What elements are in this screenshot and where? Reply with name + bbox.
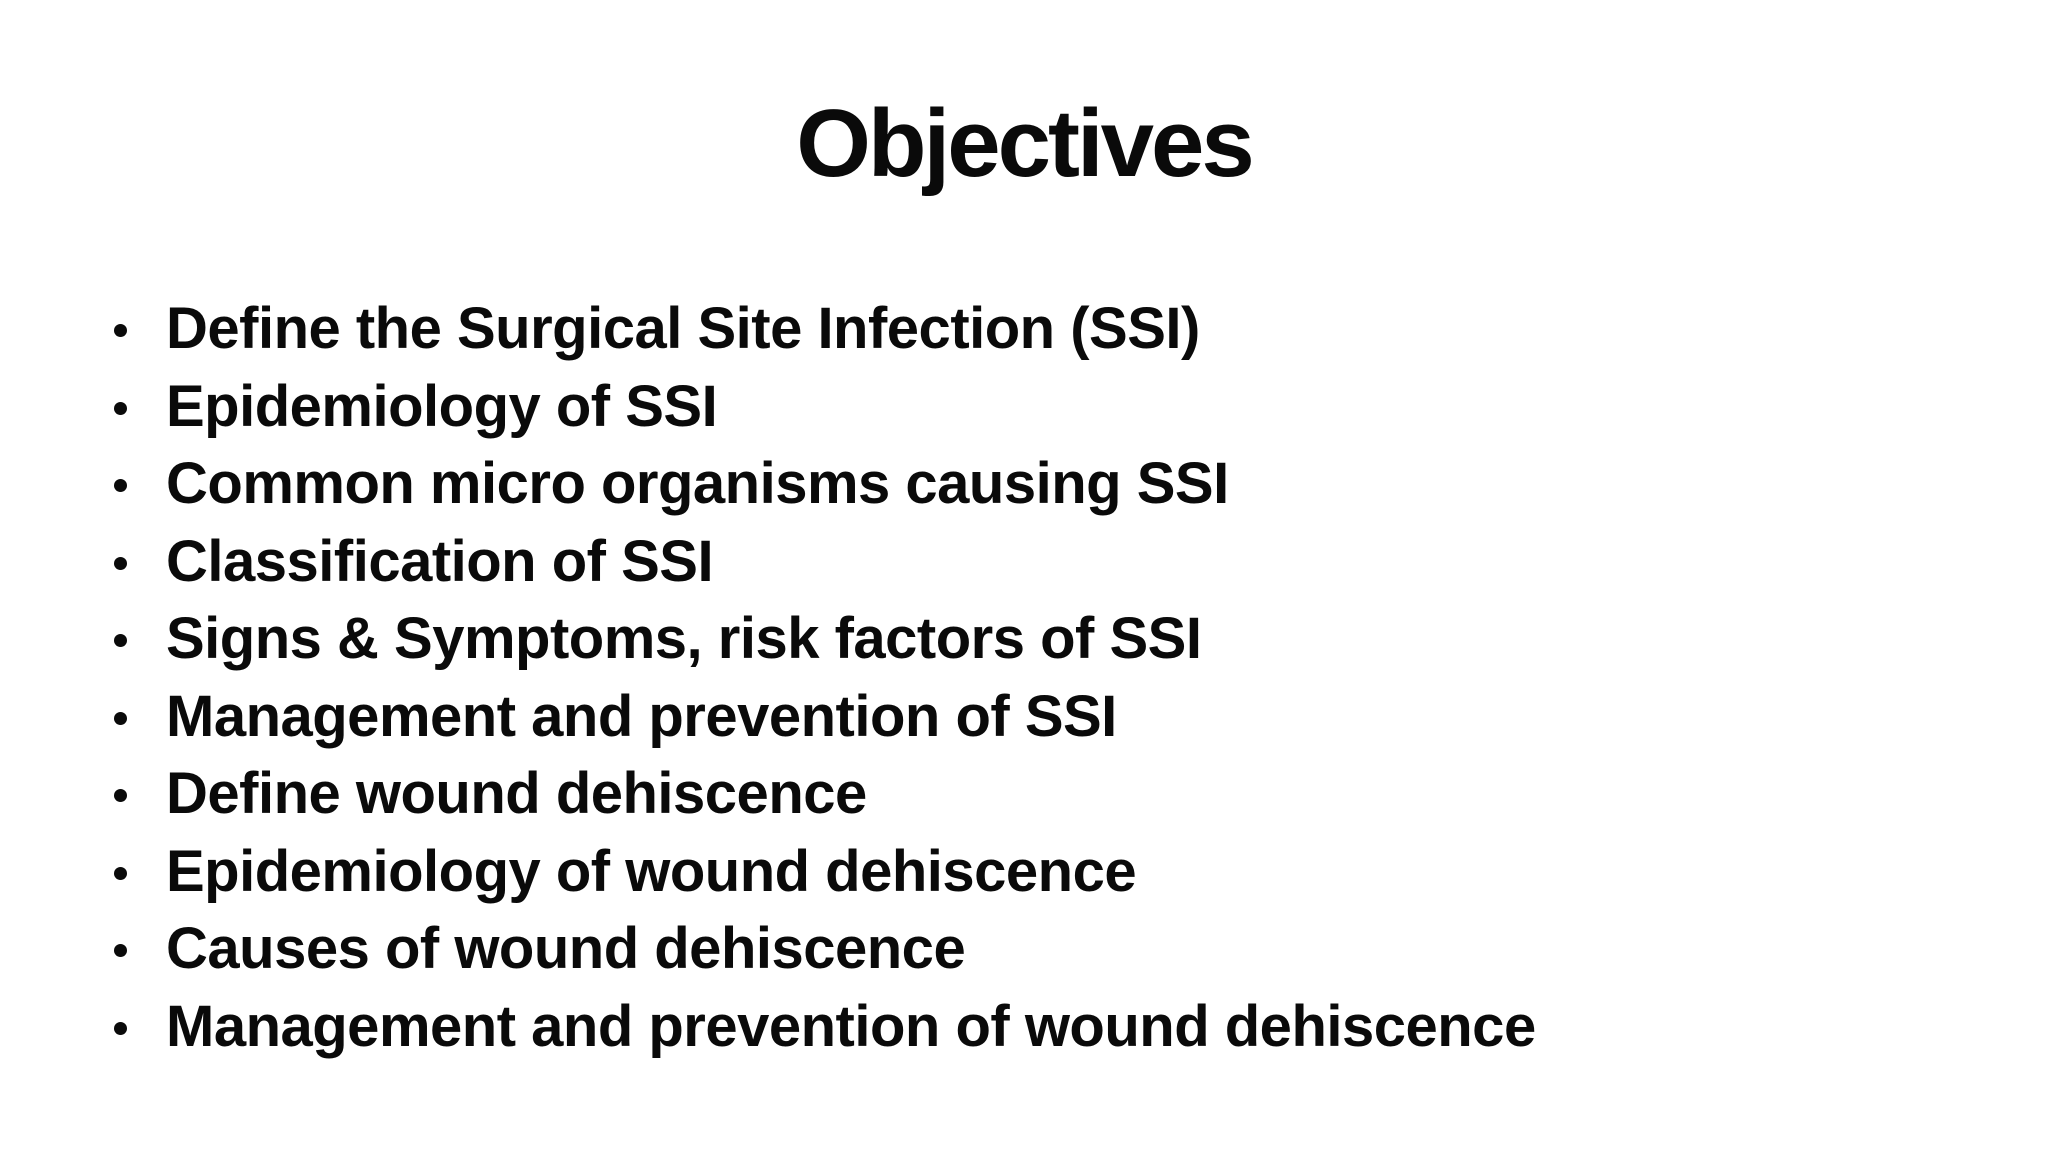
slide-title: Objectives bbox=[796, 90, 1252, 197]
list-item-text: Classification of SSI bbox=[166, 528, 714, 594]
list-item-text: Define the Surgical Site Infection (SSI) bbox=[166, 296, 1200, 361]
bullet-icon bbox=[114, 867, 127, 880]
objectives-list bbox=[106, 290, 1536, 1065]
list-item bbox=[106, 910, 1536, 988]
bullet-icon bbox=[114, 479, 127, 492]
list-item bbox=[106, 833, 1536, 911]
bullet-icon bbox=[114, 944, 127, 957]
list-item-text: Define wound dehiscence bbox=[166, 761, 867, 826]
list-item bbox=[106, 678, 1536, 756]
list-item bbox=[106, 600, 1536, 678]
list-item bbox=[106, 368, 1536, 446]
bullet-icon bbox=[114, 557, 127, 570]
list-item-text: Common micro organisms causing SSI bbox=[166, 451, 1229, 516]
bullet-icon bbox=[114, 789, 127, 802]
list-item bbox=[106, 445, 1536, 523]
list-item bbox=[106, 290, 1536, 368]
bullet-icon bbox=[114, 634, 127, 647]
list-item bbox=[106, 523, 1536, 601]
list-item bbox=[106, 755, 1536, 833]
list-item-text: Epidemiology of SSI bbox=[166, 373, 718, 439]
bullet-icon bbox=[114, 402, 127, 415]
bullet-icon bbox=[114, 712, 127, 725]
list-item-text: Management and prevention of SSI bbox=[166, 683, 1117, 749]
list-item-text: Management and prevention of wound dehiscence bbox=[166, 993, 1536, 1059]
list-item-text: Causes of wound dehiscence bbox=[166, 916, 966, 981]
list-item-text: Signs & Symptoms, risk factors of SSI bbox=[166, 606, 1202, 671]
list-item-text: Epidemiology of wound dehiscence bbox=[166, 838, 1137, 904]
list-item bbox=[106, 988, 1536, 1066]
bullet-icon bbox=[114, 1022, 127, 1035]
bullet-icon bbox=[114, 324, 127, 337]
